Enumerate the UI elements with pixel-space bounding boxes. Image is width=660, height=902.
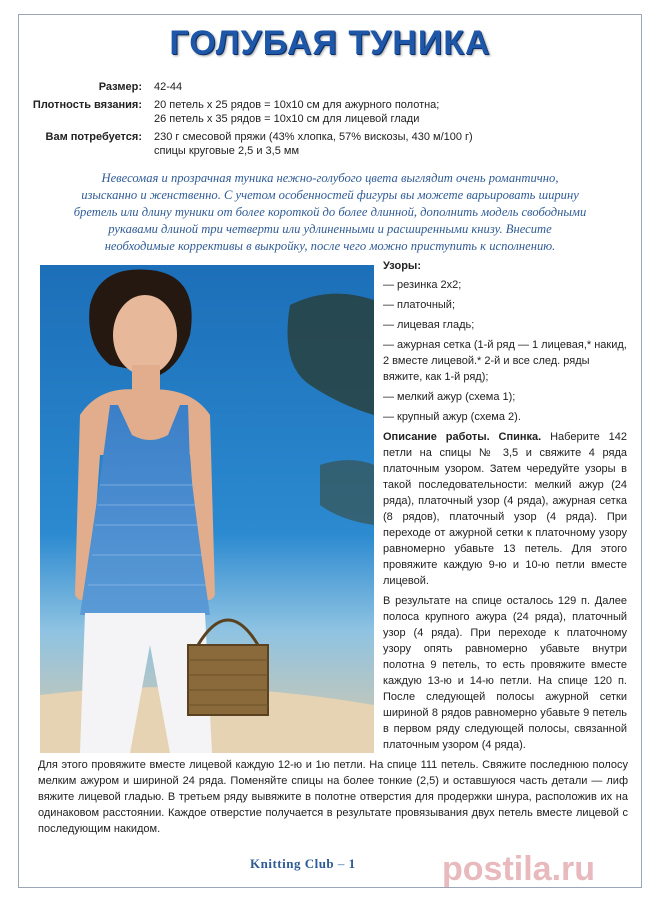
intro-line: изысканно и женственно. С учетом особенностей фигуры вы можете варьировать ширину bbox=[81, 188, 579, 202]
description-lead: Описание работы. Спинка. bbox=[383, 431, 542, 443]
spec-label: Плотность вязания: bbox=[32, 99, 142, 111]
description-para-3: Для этого провяжите вместе лицевой каждую 12-ю и 1ю петли. На спице 111 петель. Свяжите последнюю полосу мелким ажуром и шириной 24 ряда. Поменяйте спицы на более тонкие (2,5) и оставшуюся часть детали — лиф вяжите лицевой гладью. В третьем ряду вывяжите в полотне отверстия для продержки шнура, расположив их на одинаковом расстоянии. Каждое отверстие получается в результате провязывания двух петель вместе лицевой с последующим накидом. bbox=[38, 759, 628, 835]
pattern-item: — резинка 2х2; bbox=[383, 279, 462, 291]
description-para-2: В результате на спице осталось 129 п. Далее полоса крупного ажура (24 ряда), платочный узор (4 ряда). При переходе к платочному узору опять равномерно убавьте внутри полотна 9 петель, то есть провяжите вместе каждую 13-ю и 14-ю петли. На спице 120 п. После следующей полосы ажурной сетки шириной 8 рядов равномерно убавьте 9 петель в первом ряду следующей полосы, связанной платочным узором (4 ряда). bbox=[383, 595, 627, 751]
intro-line: Невесомая и прозрачная туника нежно-голубого цвета выглядит очень романтично, bbox=[101, 171, 559, 185]
pattern-item: — платочный; bbox=[383, 299, 456, 311]
spec-label: Размер: bbox=[98, 81, 142, 93]
watermark-logo bbox=[442, 848, 642, 888]
spec-line: спицы круговые 2,5 и 3,5 мм bbox=[154, 145, 300, 157]
right-column bbox=[383, 258, 627, 757]
intro-line: необходимые коррективы в выкройку, после чего можно приступить к исполнению. bbox=[104, 239, 556, 253]
spec-gauge bbox=[24, 98, 644, 126]
watermark-text: postila.ru bbox=[442, 850, 596, 888]
page-footer bbox=[250, 856, 356, 872]
spec-value bbox=[154, 130, 644, 158]
description-text: Наберите 142 петли на спицы № 3,5 и свяжите 4 ряда платочным узором. Затем чередуйте узоры в такой последовательности: мелкий ажур (24 ряда), платочный узор (4 ряда), ажурная сетка (8 рядов), платочный узор (4 ряда). При переходе от ажурной сетки к платочному узору равномерно убавьте 13 петель. Для этого провяжите каждую 9-ю и 10-ю петли вместе лицевой. bbox=[383, 431, 627, 587]
model-photo bbox=[40, 265, 374, 753]
photo-illustration bbox=[40, 265, 374, 753]
spec-materials bbox=[24, 130, 644, 158]
footer-brand: Knitting Club bbox=[250, 856, 335, 871]
description-para-1 bbox=[383, 429, 627, 589]
footer-page-number: 1 bbox=[348, 856, 356, 871]
pattern-item: — крупный ажур (схема 2). bbox=[383, 411, 521, 423]
spec-line: 26 петель х 35 рядов = 10х10 см для лицевой глади bbox=[154, 113, 420, 125]
spec-size bbox=[24, 80, 644, 94]
intro-line: бретель или длину туники от более короткой до более длинной, дополнить модель свободными bbox=[73, 205, 587, 219]
pattern-item: — ажурная сетка (1-й ряд — 1 лицевая,* накид, 2 вместе лицевой.* 2-й и все след. ряды вяжите, как 1-й ряд); bbox=[383, 339, 627, 383]
pattern-item: — лицевая гладь; bbox=[383, 319, 475, 331]
spec-line: 20 петель х 25 рядов = 10х10 см для ажурного полотна; bbox=[154, 99, 440, 111]
intro-text bbox=[28, 170, 632, 255]
page-title: ГОЛУБАЯ ТУНИКА bbox=[169, 24, 491, 62]
footer-separator: – bbox=[334, 856, 349, 871]
intro-line: рукавами длиной три четверти или удлиненными и расширенными книзу. Внесите bbox=[108, 222, 552, 236]
specs-block bbox=[24, 80, 644, 162]
spec-line: 42-44 bbox=[154, 81, 183, 93]
spec-label: Вам потребуется: bbox=[45, 131, 142, 143]
spec-line: 230 г смесовой пряжи (43% хлопка, 57% вискозы, 430 м/100 г) bbox=[154, 131, 473, 143]
spec-value bbox=[154, 80, 644, 94]
patterns-heading: Узоры: bbox=[383, 260, 421, 272]
spec-value bbox=[154, 98, 644, 126]
pattern-item: — мелкий ажур (схема 1); bbox=[383, 391, 516, 403]
